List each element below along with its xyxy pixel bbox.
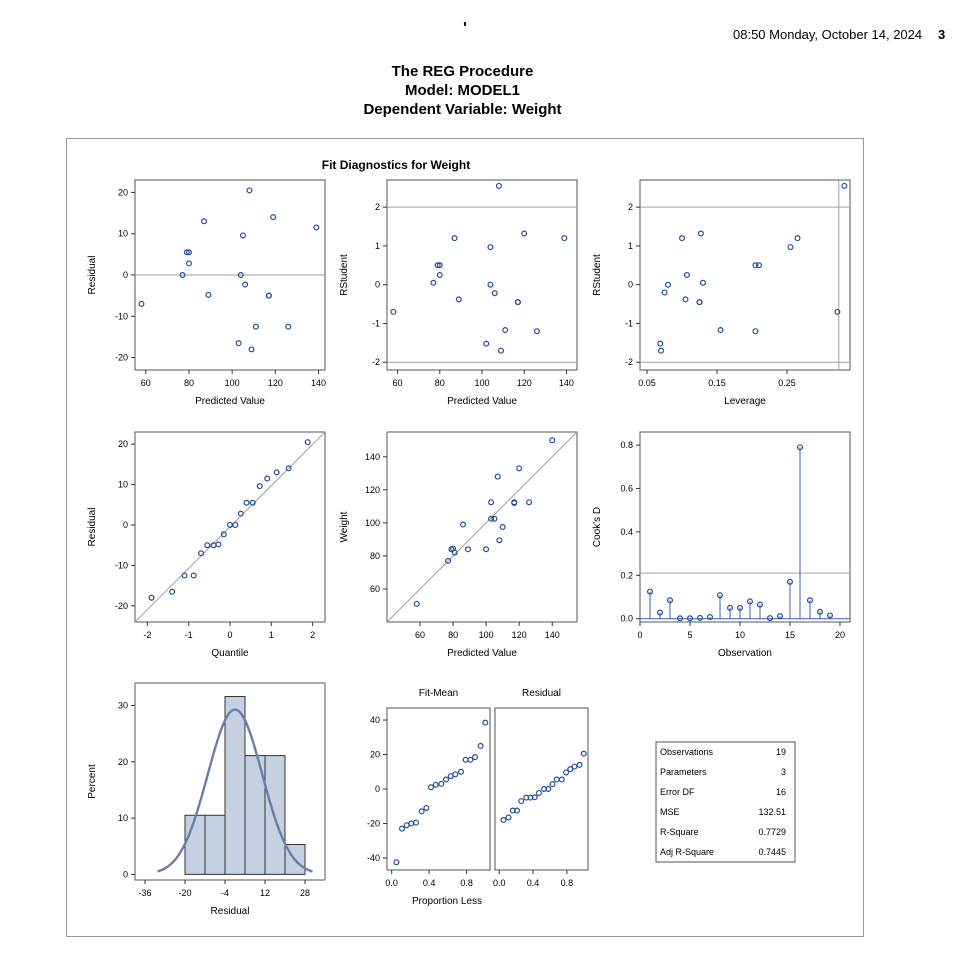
histogram-bar [185,815,205,874]
data-point [206,292,211,297]
data-point [697,300,702,305]
data-point [182,573,187,578]
data-point [795,236,800,241]
data-point [572,764,577,769]
data-point [429,785,434,790]
plot-residual-rf [495,708,588,874]
data-point [501,818,506,823]
data-point [506,815,511,820]
subplot-title: Fit-Mean [418,688,459,699]
x-tick-label: -20 [178,888,192,898]
y-tick-label: -20 [366,818,380,829]
x-axis-label: Observation [718,648,772,659]
y-tick-label: 20 [117,439,128,450]
y-tick-label: 80 [369,550,380,561]
data-point [191,573,196,578]
data-point [271,215,276,220]
data-point [463,757,468,762]
y-tick-label: -10 [114,560,128,571]
data-point [409,821,414,826]
data-point [497,538,502,543]
x-axis-label: Quantile [211,648,249,659]
x-tick-label: 60 [140,378,151,388]
y-tick-label: 0 [374,279,380,290]
y-tick-label: 0.4 [620,526,633,537]
data-point [170,589,175,594]
fit-stat-value: 19 [775,747,786,757]
fit-stat-label: R-Square [660,827,699,837]
y-tick-label: 140 [364,451,380,462]
data-point [788,245,793,250]
x-tick-label: 0.0 [385,878,398,888]
x-tick-label: 0.05 [638,378,656,388]
y-tick-label: 2 [374,202,380,213]
y-tick-label: 10 [117,479,128,490]
x-tick-label: 5 [687,630,693,640]
x-tick-label: 0.0 [492,878,506,888]
x-tick-label: 0.4 [526,878,540,888]
x-axis-label: Predicted Value [447,648,517,659]
y-axis-label: Cook's D [592,506,603,548]
data-point [437,273,442,278]
fit-statistics-frame [656,742,795,862]
x-tick-label: 28 [299,888,311,898]
plot-observed-vs-predicted [383,432,577,626]
data-point [554,777,559,782]
data-point [254,324,259,329]
x-axis-label: Predicted Value [447,396,517,407]
plot-rstudent-vs-predicted [383,180,577,374]
data-point [581,751,586,756]
y-tick-label: -1 [371,318,380,329]
y-tick-label: 120 [364,484,380,495]
fit-stat-value: 0.7445 [758,847,786,857]
data-point [658,341,663,346]
y-tick-label: 0 [122,270,128,280]
data-point [564,770,569,775]
fit-stat-label: Error DF [660,787,695,797]
y-tick-label: 20 [369,749,380,760]
data-point [550,782,555,787]
fit-stat-value: 0.7729 [758,827,786,837]
data-point [257,484,262,489]
y-tick-label: 20 [117,756,128,767]
data-point [680,236,685,241]
data-point [559,777,564,782]
data-point [517,466,522,471]
x-tick-label: 60 [392,378,403,388]
data-point [488,282,493,287]
data-point [478,744,483,749]
y-tick-label: -10 [114,311,128,322]
plot-frame [640,432,850,622]
data-point [484,547,489,552]
data-point [499,348,504,353]
y-axis-label: Residual [87,507,98,547]
data-point [305,440,310,445]
x-tick-label: 100 [224,378,240,388]
data-point [459,769,464,774]
fit-stat-value: 3 [780,767,786,777]
data-point [659,348,664,353]
y-tick-label: 100 [364,517,380,528]
model-title: Model: MODEL1 [405,82,520,99]
data-point [685,273,690,278]
fit-stat-label: Parameters [660,767,707,777]
data-point [842,183,847,188]
x-tick-label: 20 [834,630,846,640]
data-point [753,329,758,334]
data-point [492,291,497,296]
x-axis-label: Residual [210,906,250,917]
subplot-title: Residual [522,688,561,699]
data-point [466,547,471,552]
x-tick-label: 120 [267,378,283,388]
y-tick-label: 0 [122,869,128,880]
x-tick-label: 0.8 [460,878,473,888]
data-point [414,820,419,825]
data-point [419,809,424,814]
y-axis-label: RStudent [592,254,603,296]
plot-frame [387,180,577,370]
data-point [274,470,279,475]
data-point [139,302,144,307]
y-tick-label: -20 [114,600,128,611]
histogram-bar [205,815,225,874]
data-point [439,781,444,786]
data-point [577,762,582,767]
x-tick-label: 2 [310,630,316,640]
x-tick-label: 80 [448,630,459,640]
x-tick-label: -1 [184,630,193,640]
x-tick-label: 1 [268,630,274,640]
data-point [453,772,458,777]
x-tick-label: 140 [311,378,327,388]
data-point [683,297,688,302]
x-tick-label: 10 [734,630,746,640]
data-point [238,511,243,516]
fit-stat-value: 132.51 [758,807,786,817]
y-tick-label: 0.6 [620,483,633,494]
data-point [550,438,555,443]
y-tick-label: 0.2 [620,570,633,581]
data-point [537,791,542,796]
y-tick-label: 60 [369,583,380,594]
y-tick-label: 1 [627,240,633,251]
data-point [202,219,207,224]
data-point [452,236,457,241]
data-point [456,297,461,302]
data-point [286,324,291,329]
data-point [391,309,396,314]
plot-fit-mean-rf [383,708,490,874]
y-tick-label: 10 [117,813,128,824]
x-tick-label: -36 [138,888,152,898]
fit-stat-value: 16 [775,787,786,797]
data-point [243,282,248,287]
timestamp: 08:50 Monday, October 14, 2024 [733,27,923,42]
data-point [496,183,501,188]
reference-diagonal [387,432,577,622]
data-point [400,826,405,831]
plot-residual-vs-predicted [131,180,325,374]
data-point [249,347,254,352]
page-number: 3 [938,27,946,42]
data-point [314,225,319,230]
x-tick-label: 0.4 [422,878,436,888]
y-tick-label: 1 [374,240,380,251]
plot-residual-qq [131,432,325,626]
fit-stat-label: Observations [660,747,714,757]
x-tick-label: 100 [478,630,494,640]
data-point [448,774,453,779]
x-tick-label: 100 [474,378,490,388]
data-point [519,799,524,804]
y-tick-label: -40 [366,852,380,863]
data-point [492,516,497,521]
y-tick-label: 0 [374,784,380,794]
data-point [522,231,527,236]
procedure-title: The REG Procedure [391,63,534,80]
data-point [461,522,466,527]
data-point [233,523,238,528]
plot-frame [640,180,850,370]
y-tick-label: -1 [624,318,633,329]
y-axis-label: Percent [87,764,98,799]
x-tick-label: 140 [544,630,560,640]
data-point [424,806,429,811]
y-tick-label: 10 [117,228,128,239]
x-tick-label: 0.25 [778,378,796,388]
x-tick-label: 80 [434,378,445,388]
x-tick-label: 12 [259,888,271,898]
data-point [701,280,706,285]
data-point [527,500,532,505]
y-tick-label: 0.0 [620,613,633,624]
fit-stat-label: Adj R-Square [660,847,715,857]
data-point [699,231,704,236]
stray-mark: ' [463,20,467,37]
data-point [489,500,494,505]
data-point [488,245,493,250]
data-point [483,720,488,725]
data-point [718,328,723,333]
data-point [236,341,241,346]
data-point [244,500,249,505]
x-tick-label: 0.15 [708,378,726,388]
x-tick-label: 0 [227,630,233,640]
data-point [495,474,500,479]
data-point [247,188,252,193]
y-tick-label: 0.8 [620,440,633,451]
y-tick-label: 30 [117,700,128,711]
data-point [444,777,449,782]
dependent-title: Dependent Variable: Weight [363,101,562,118]
data-point [266,293,271,298]
y-axis-label: Residual [87,255,98,295]
data-point [500,525,505,530]
x-tick-label: 0 [637,630,643,640]
x-axis-label: Proportion Less [411,896,483,907]
data-point [414,601,419,606]
data-point [534,329,539,334]
y-tick-label: 0 [122,519,128,530]
x-tick-label: 80 [183,378,194,388]
data-point [515,300,520,305]
x-tick-label: 120 [516,378,532,388]
y-tick-label: -2 [371,357,380,368]
y-axis-label: RStudent [339,254,350,296]
data-point [433,782,438,787]
y-tick-label: 40 [369,715,380,726]
data-point [216,542,221,547]
y-tick-label: 2 [627,202,633,213]
data-point [187,261,192,266]
data-point [503,328,508,333]
fit-stat-label: MSE [660,807,680,817]
histogram-bar [225,697,245,875]
data-point [562,236,567,241]
y-tick-label: -20 [114,352,128,363]
x-tick-label: 60 [415,630,426,640]
plot-cooks-d-vs-observation [636,432,850,626]
fit-statistics-table [656,742,795,862]
data-point [241,233,246,238]
data-point [431,280,436,285]
data-point [404,823,409,828]
x-tick-label: 15 [784,630,796,640]
x-tick-label: 120 [511,630,527,640]
data-point [199,551,204,556]
data-point [394,860,399,865]
x-axis-label: Predicted Value [195,396,265,407]
y-tick-label: -2 [624,357,633,368]
data-point [484,341,489,346]
x-tick-label: 140 [558,378,574,388]
panel-title: Fit Diagnostics for Weight [321,158,471,172]
x-tick-label: -4 [220,888,230,898]
x-tick-label: -2 [143,630,152,640]
plot-residual-histogram [131,683,325,884]
x-tick-label: 0.8 [560,878,574,888]
y-tick-label: 20 [117,187,128,198]
y-axis-label: Weight [339,511,350,543]
y-tick-label: 0 [627,279,633,290]
data-point [205,543,210,548]
data-point [662,290,667,295]
data-point [265,476,270,481]
x-axis-label: Leverage [724,396,766,407]
data-point [473,755,478,760]
data-point [149,595,154,600]
plot-rstudent-vs-leverage [636,180,850,374]
data-point [666,282,671,287]
plot-frame [387,708,490,870]
data-point [468,757,473,762]
